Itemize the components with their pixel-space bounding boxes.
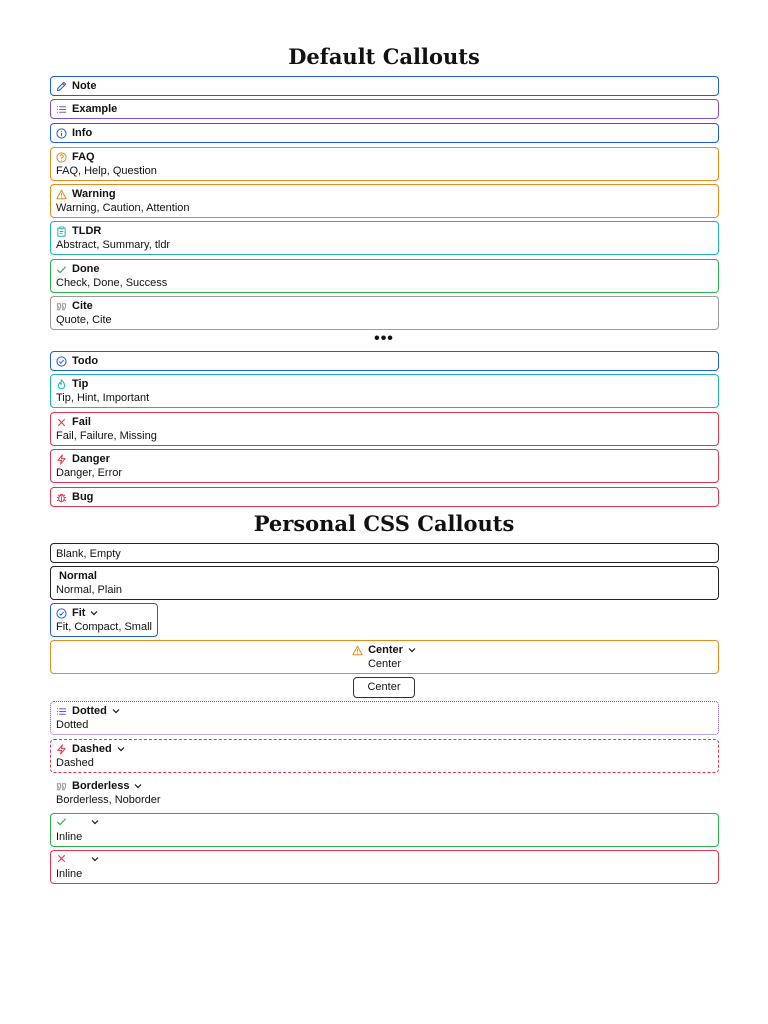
callout-fail [50,412,719,446]
callout-inline-fail[interactable] [50,850,719,884]
x-icon [56,853,67,864]
callout-blank [50,543,719,563]
callout-title: Bug [72,491,94,503]
callout-info-header [56,126,92,140]
callout-dashed-header[interactable] [56,742,126,756]
check-icon [56,816,67,827]
callout-body: Tip, Hint, Important [56,392,150,404]
callout-fit-header[interactable] [56,606,99,620]
list-icon [56,706,67,717]
callout-dotted-header[interactable] [56,704,121,718]
callout-normal-title: Normal [59,570,97,582]
callout-warning [50,184,719,218]
callout-center-fit-label: Center [367,681,401,693]
callout-cite-header [56,299,93,313]
callout-title: TLDR [72,225,102,237]
callout-title: Example [72,103,118,115]
callout-normal [50,566,719,600]
callout-fit-title: Fit [72,607,86,619]
check-circle-icon [56,608,67,619]
zap-icon [56,744,67,755]
list-icon [56,104,67,115]
default-callouts-heading: Default Callouts [288,44,480,69]
callout-title: Note [72,80,97,92]
warning-triangle-icon [352,645,363,656]
callout-center[interactable] [50,640,719,674]
bug-icon [56,492,67,503]
callout-inline-fail-body: Inline [56,868,83,880]
callout-body: Danger, Error [56,467,123,479]
callout-danger [50,449,719,483]
callout-title: Fail [72,416,91,428]
chevron-down-icon[interactable] [133,782,143,790]
check-circle-icon [56,356,67,367]
callout-info [50,123,719,143]
callout-example-header [56,102,117,116]
callout-faq-header [56,150,95,164]
chevron-down-icon[interactable] [111,707,121,715]
callout-title: Todo [72,355,99,367]
callout-center-fit [353,677,415,698]
callout-inline-success-header[interactable] [56,816,100,827]
callout-center-title: Center [368,644,403,656]
clipboard-icon [56,226,67,237]
callout-inline-success[interactable] [50,813,719,847]
info-icon [56,128,67,139]
more-callouts-ellipsis: ••• [374,330,394,347]
callout-body: Warning, Caution, Attention [56,202,190,214]
callout-cite [50,296,719,330]
callout-title: Tip [72,378,89,390]
callout-title: Cite [72,300,93,312]
callout-fit[interactable] [50,603,158,637]
chevron-down-icon[interactable] [90,855,100,863]
callout-done-header [56,262,100,276]
callout-body: Fail, Failure, Missing [56,430,157,442]
callout-title: FAQ [72,151,95,163]
callout-borderless-title: Borderless [72,780,130,792]
callout-title: Info [72,127,93,139]
callout-center-header[interactable] [51,643,718,657]
callout-bug [50,487,719,507]
callout-dotted-title: Dotted [72,705,107,717]
callout-done [50,259,719,293]
callout-blank-body: Blank, Empty [56,548,121,560]
callout-faq [50,147,719,181]
callout-dotted-body: Dotted [56,719,89,731]
callout-body: FAQ, Help, Question [56,165,157,177]
callout-warning-header [56,187,116,201]
callout-borderless-header[interactable] [56,779,143,793]
chevron-down-icon[interactable] [89,609,99,617]
callout-inline-success-body: Inline [56,831,83,843]
quote-icon [56,781,67,792]
callout-title: Done [72,263,100,275]
callout-body: Check, Done, Success [56,277,168,289]
callout-example [50,99,719,119]
warning-triangle-icon [56,189,67,200]
callout-fit-body: Fit, Compact, Small [56,621,152,633]
callout-tip-header [56,377,88,391]
callout-danger-header [56,452,110,466]
callout-title: Warning [72,188,116,200]
help-circle-icon [56,152,67,163]
callout-bug-header [56,490,93,504]
pencil-icon [56,81,67,92]
callout-borderless[interactable] [50,776,719,810]
callout-note-header [56,79,96,93]
callout-dotted[interactable] [50,701,719,735]
callout-dashed-title: Dashed [72,743,112,755]
x-icon [56,417,67,428]
callout-normal-body: Normal, Plain [56,584,123,596]
callout-note [50,76,719,96]
callout-todo-header [56,354,98,368]
callout-borderless-body: Borderless, Noborder [56,794,161,806]
zap-icon [56,454,67,465]
callout-dashed[interactable] [50,739,719,773]
flame-icon [56,379,67,390]
callout-tldr [50,221,719,255]
personal-callouts-heading: Personal CSS Callouts [253,511,515,536]
check-icon [56,264,67,275]
callout-todo [50,351,719,371]
callout-tip [50,374,719,408]
callout-fail-header [56,415,91,429]
chevron-down-icon[interactable] [116,745,126,753]
chevron-down-icon[interactable] [90,818,100,826]
callout-dashed-body: Dashed [56,757,94,769]
callout-title: Danger [72,453,110,465]
callout-center-body: Center [367,658,402,670]
chevron-down-icon[interactable] [407,646,417,654]
callout-body: Quote, Cite [56,314,112,326]
quote-icon [56,301,67,312]
callout-tldr-header [56,224,101,238]
callout-inline-fail-header[interactable] [56,853,100,864]
callout-body: Abstract, Summary, tldr [56,239,171,251]
